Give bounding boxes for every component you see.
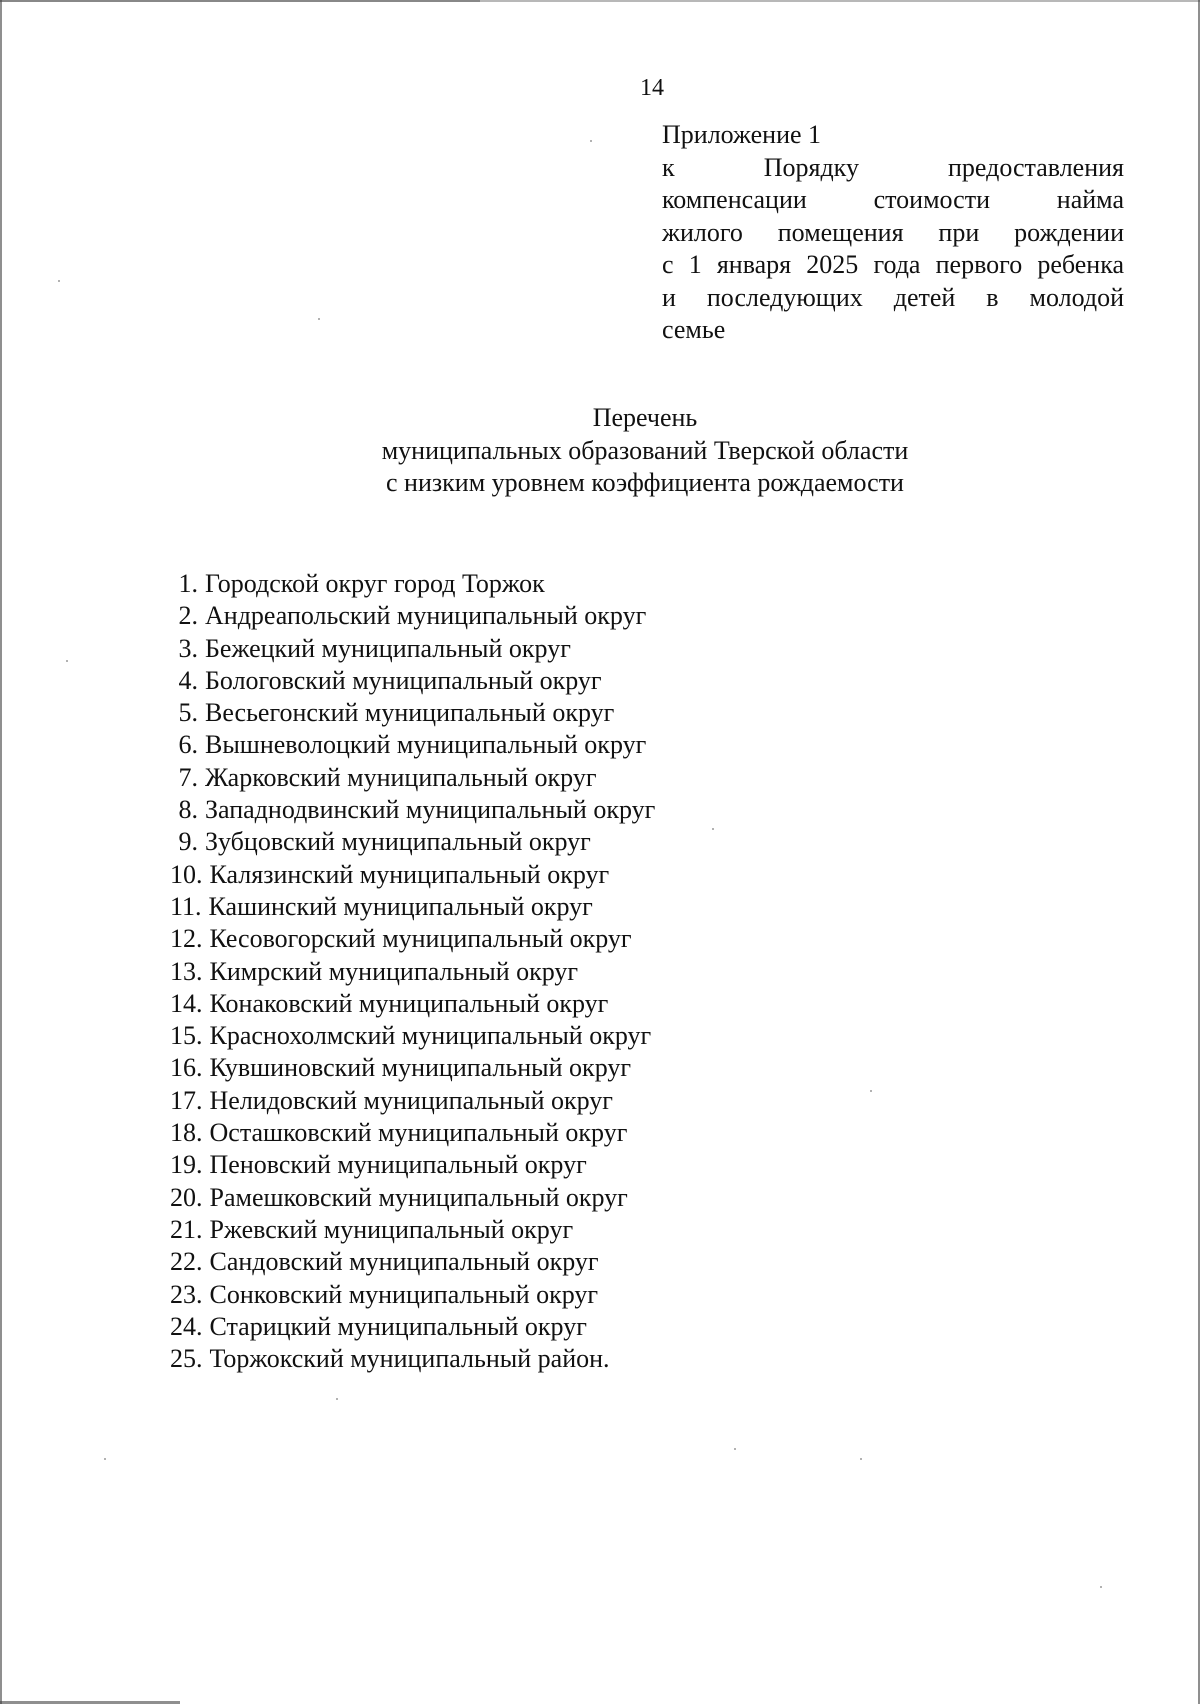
appendix-line: с 1 января 2025 года первого ребенка bbox=[662, 250, 1124, 279]
appendix-line: семье bbox=[662, 315, 726, 344]
page-number: 14 bbox=[640, 75, 664, 101]
list-item-text: Зубцовский муниципальный округ bbox=[205, 827, 591, 857]
list-item bbox=[170, 1020, 655, 1052]
heading-title: Перечень bbox=[592, 403, 698, 432]
list-item-number: 12. bbox=[170, 924, 203, 954]
list-item bbox=[170, 729, 655, 761]
list-item-number: 7. bbox=[178, 762, 198, 792]
list-item bbox=[170, 794, 655, 826]
list-item-text: Сонковский муниципальный округ bbox=[209, 1279, 599, 1309]
list-item-text: Вышневолоцкий муниципальный округ bbox=[205, 730, 647, 760]
list-item bbox=[170, 1311, 655, 1343]
list-item bbox=[170, 923, 655, 955]
list-item-number: 14. bbox=[170, 988, 203, 1018]
list-item-number: 24. bbox=[170, 1311, 203, 1341]
list-item-number: 2. bbox=[178, 601, 198, 631]
list-item bbox=[170, 697, 655, 729]
list-item-number: 18. bbox=[170, 1118, 203, 1148]
list-item-number: 4. bbox=[178, 665, 198, 695]
list-item-text: Кимрский муниципальный округ bbox=[209, 956, 579, 986]
list-item bbox=[170, 891, 655, 923]
list-item bbox=[170, 762, 655, 794]
scan-speck bbox=[712, 828, 714, 830]
list-item bbox=[170, 1117, 655, 1149]
list-item-number: 25. bbox=[170, 1344, 203, 1374]
scan-speck bbox=[58, 280, 60, 282]
list-item-number: 19. bbox=[170, 1150, 203, 1180]
list-item-number: 22. bbox=[170, 1247, 203, 1277]
list-item-number: 20. bbox=[170, 1182, 203, 1212]
list-item-number: 23. bbox=[170, 1279, 203, 1309]
appendix-line: жилого помещения при рождении bbox=[662, 217, 1124, 247]
list-item bbox=[170, 859, 655, 891]
list-item bbox=[170, 1246, 655, 1278]
heading-subtitle: муниципальных образований Тверской области bbox=[381, 435, 909, 465]
list-item-text: Краснохолмский муниципальный округ bbox=[209, 1021, 652, 1051]
appendix-title: Приложение 1 bbox=[662, 120, 822, 149]
scan-speck bbox=[734, 1448, 736, 1450]
list-item-text: Жарковский муниципальный округ bbox=[205, 762, 597, 792]
list-item-number: 9. bbox=[178, 827, 198, 857]
list-item bbox=[170, 1279, 655, 1311]
list-item-text: Старицкий муниципальный округ bbox=[209, 1311, 587, 1341]
list-item-number: 15. bbox=[170, 1021, 203, 1051]
heading-subtitle: с низким уровнем коэффициента рождаемости bbox=[386, 468, 904, 497]
list-item-text: Конаковский муниципальный округ bbox=[209, 988, 609, 1018]
municipality-list bbox=[170, 568, 655, 1375]
list-item bbox=[170, 1149, 655, 1181]
list-item-number: 8. bbox=[178, 795, 198, 825]
list-item-text: Осташковский муниципальный округ bbox=[209, 1118, 628, 1148]
list-item-text: Андреапольский муниципальный округ bbox=[205, 601, 647, 631]
list-item bbox=[170, 826, 655, 858]
list-item-number: 1. bbox=[178, 569, 198, 598]
list-item-text: Кесовогорский муниципальный округ bbox=[209, 924, 632, 954]
scan-speck bbox=[336, 1398, 338, 1400]
list-item-text: Торжокский муниципальный район. bbox=[209, 1344, 610, 1374]
scan-speck bbox=[104, 1458, 106, 1460]
scan-edge-left bbox=[0, 0, 2, 1704]
list-item-number: 21. bbox=[170, 1214, 203, 1244]
list-item-number: 11. bbox=[170, 891, 202, 921]
list-item-text: Весьегонский муниципальный округ bbox=[205, 698, 615, 728]
list-item bbox=[170, 1182, 655, 1214]
list-item-text: Городской округ город Торжок bbox=[205, 569, 545, 598]
list-item bbox=[170, 956, 655, 988]
scan-speck bbox=[590, 140, 592, 142]
list-item bbox=[170, 1214, 655, 1246]
list-item bbox=[170, 1052, 655, 1084]
appendix-line: и последующих детей в молодой bbox=[662, 282, 1124, 312]
scan-edge-top bbox=[0, 0, 1200, 2]
scan-speck bbox=[870, 1090, 872, 1092]
appendix-line: компенсации стоимости найма bbox=[662, 185, 1124, 214]
list-item-text: Сандовский муниципальный округ bbox=[209, 1247, 599, 1277]
list-item bbox=[170, 633, 655, 665]
list-item bbox=[170, 988, 655, 1020]
scan-speck bbox=[318, 318, 320, 320]
list-item-number: 6. bbox=[178, 730, 198, 760]
list-item-number: 10. bbox=[170, 859, 203, 889]
list-item bbox=[170, 665, 655, 697]
list-item-text: Рамешковский муниципальный округ bbox=[209, 1182, 628, 1212]
list-item bbox=[170, 1085, 655, 1117]
scan-speck bbox=[860, 1458, 862, 1460]
list-item-text: Бежецкий муниципальный округ bbox=[205, 633, 571, 663]
list-item-number: 3. bbox=[178, 633, 198, 663]
list-item-text: Бологовский муниципальный округ bbox=[205, 665, 602, 695]
document-heading bbox=[240, 402, 1050, 500]
list-item-number: 13. bbox=[170, 956, 203, 986]
list-item-number: 17. bbox=[170, 1085, 203, 1115]
list-item bbox=[170, 568, 655, 600]
scan-speck bbox=[1100, 1586, 1102, 1588]
list-item-text: Ржевский муниципальный округ bbox=[209, 1214, 574, 1244]
list-item bbox=[170, 600, 655, 632]
list-item-text: Пеновский муниципальный округ bbox=[209, 1150, 587, 1180]
list-item-text: Калязинский муниципальный округ bbox=[209, 859, 610, 889]
appendix-line: к Порядку предоставления bbox=[662, 152, 1124, 182]
list-item-text: Нелидовский муниципальный округ bbox=[209, 1085, 613, 1115]
list-item-text: Кашинский муниципальный округ bbox=[208, 891, 593, 921]
list-item bbox=[170, 1343, 655, 1375]
scan-speck bbox=[66, 660, 68, 662]
list-item-text: Кувшиновский муниципальный округ bbox=[209, 1053, 632, 1083]
list-item-text: Западнодвинский муниципальный округ bbox=[205, 795, 656, 825]
appendix-block bbox=[662, 119, 1124, 347]
list-item-number: 5. bbox=[178, 698, 198, 728]
list-item-number: 16. bbox=[170, 1053, 203, 1083]
